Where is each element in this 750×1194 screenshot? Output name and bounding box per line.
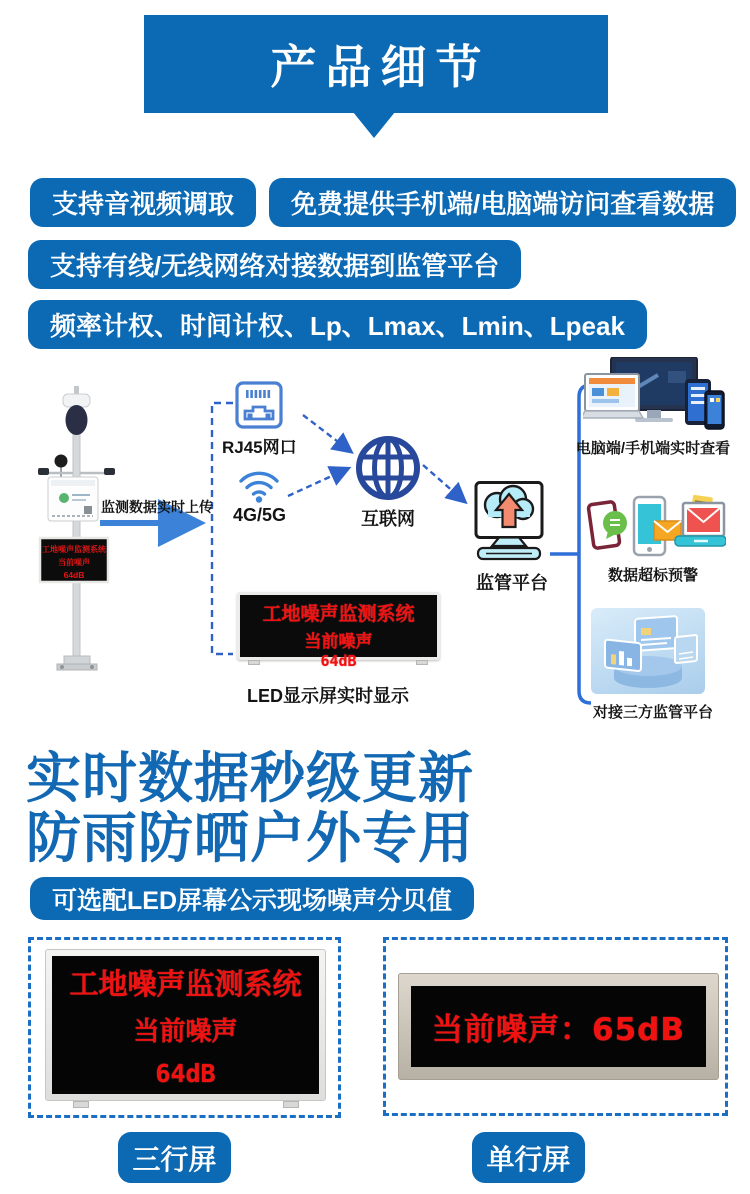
feature-pill-free-access: 免费提供手机端/电脑端访问查看数据 [269, 178, 736, 227]
led-line-1: 工地噪声监测系统 [262, 603, 415, 625]
single-line-panel-box [383, 937, 728, 1116]
system-diagram [0, 355, 750, 747]
single-line-screen [411, 986, 706, 1067]
panel-foot-left [73, 1101, 89, 1108]
ethernet-port-icon [235, 381, 283, 429]
panel-foot-right [283, 1101, 299, 1108]
feature-row-3 [28, 300, 647, 349]
dashboard-illustration-art [591, 608, 705, 694]
dashboard-illustration [591, 608, 705, 694]
three-line-screen-line2: 当前噪声 [133, 1017, 238, 1047]
three-line-panel-box [28, 937, 341, 1118]
caption-three-line: 三行屏 [118, 1132, 231, 1183]
led-line-3: 64dB [320, 652, 357, 670]
page-title: 产品细节 [270, 41, 491, 93]
caption-single-line: 单行屏 [472, 1132, 585, 1183]
option-bar: 可选配LED屏幕公示现场噪声分贝值 [30, 877, 474, 920]
three-line-panel [45, 949, 326, 1101]
headline-line-2: 防雨防晒户外专用 [26, 807, 475, 869]
single-line-panel [398, 973, 719, 1080]
right-item-label-devices: 电脑端/手机端实时查看 [575, 440, 731, 457]
headline-line-1: 实时数据秒级更新 [26, 747, 475, 809]
noise-monitoring-station-icon [20, 378, 160, 678]
feature-row-2 [28, 240, 521, 289]
cloud-upload-monitor-icon [470, 481, 548, 565]
platform-label: 监管平台 [476, 573, 548, 593]
message-mail-alert-icons [586, 493, 726, 565]
headline [26, 748, 474, 868]
svg-text:64dB: 64dB [63, 570, 85, 580]
globe-icon [355, 435, 421, 501]
upload-label: 监测数据实时上传 [101, 499, 213, 515]
three-line-screen-line1: 工地噪声监测系统 [69, 967, 302, 1001]
internet-label: 互联网 [361, 509, 415, 529]
svg-text:工地噪声监测系统: 工地噪声监测系统 [42, 545, 106, 554]
single-line-screen-text: 当前噪声：65dB [432, 1012, 685, 1048]
station-led-screen [40, 538, 108, 582]
right-item-label-alert: 数据超标预警 [607, 567, 698, 584]
feature-pill-weighting: 频率计权、时间计权、Lp、Lmax、Lmin、Lpeak [28, 300, 647, 349]
right-item-label-thirdparty: 对接三方监管平台 [592, 704, 713, 721]
banner-pointer [353, 112, 395, 138]
multi-device-icon [583, 357, 725, 435]
svg-text:当前噪声: 当前噪声 [58, 558, 90, 567]
feature-row-1 [30, 178, 736, 227]
three-line-screen [52, 956, 319, 1094]
led-display-preview [237, 592, 440, 670]
led-foot-left [248, 660, 260, 665]
cellular-label: 4G/5G [233, 505, 287, 525]
led-caption: LED显示屏实时显示 [247, 686, 409, 706]
wifi-signal-icon [237, 466, 281, 504]
rj45-label: RJ45网口 [222, 438, 297, 457]
three-line-screen-line3: 64dB [155, 1059, 216, 1088]
section-banner [144, 15, 608, 113]
led-line-2: 当前噪声 [304, 632, 373, 652]
feature-pill-network: 支持有线/无线网络对接数据到监管平台 [28, 240, 521, 289]
led-foot-right [416, 660, 428, 665]
feature-pill-audio-video: 支持音视频调取 [30, 178, 256, 227]
